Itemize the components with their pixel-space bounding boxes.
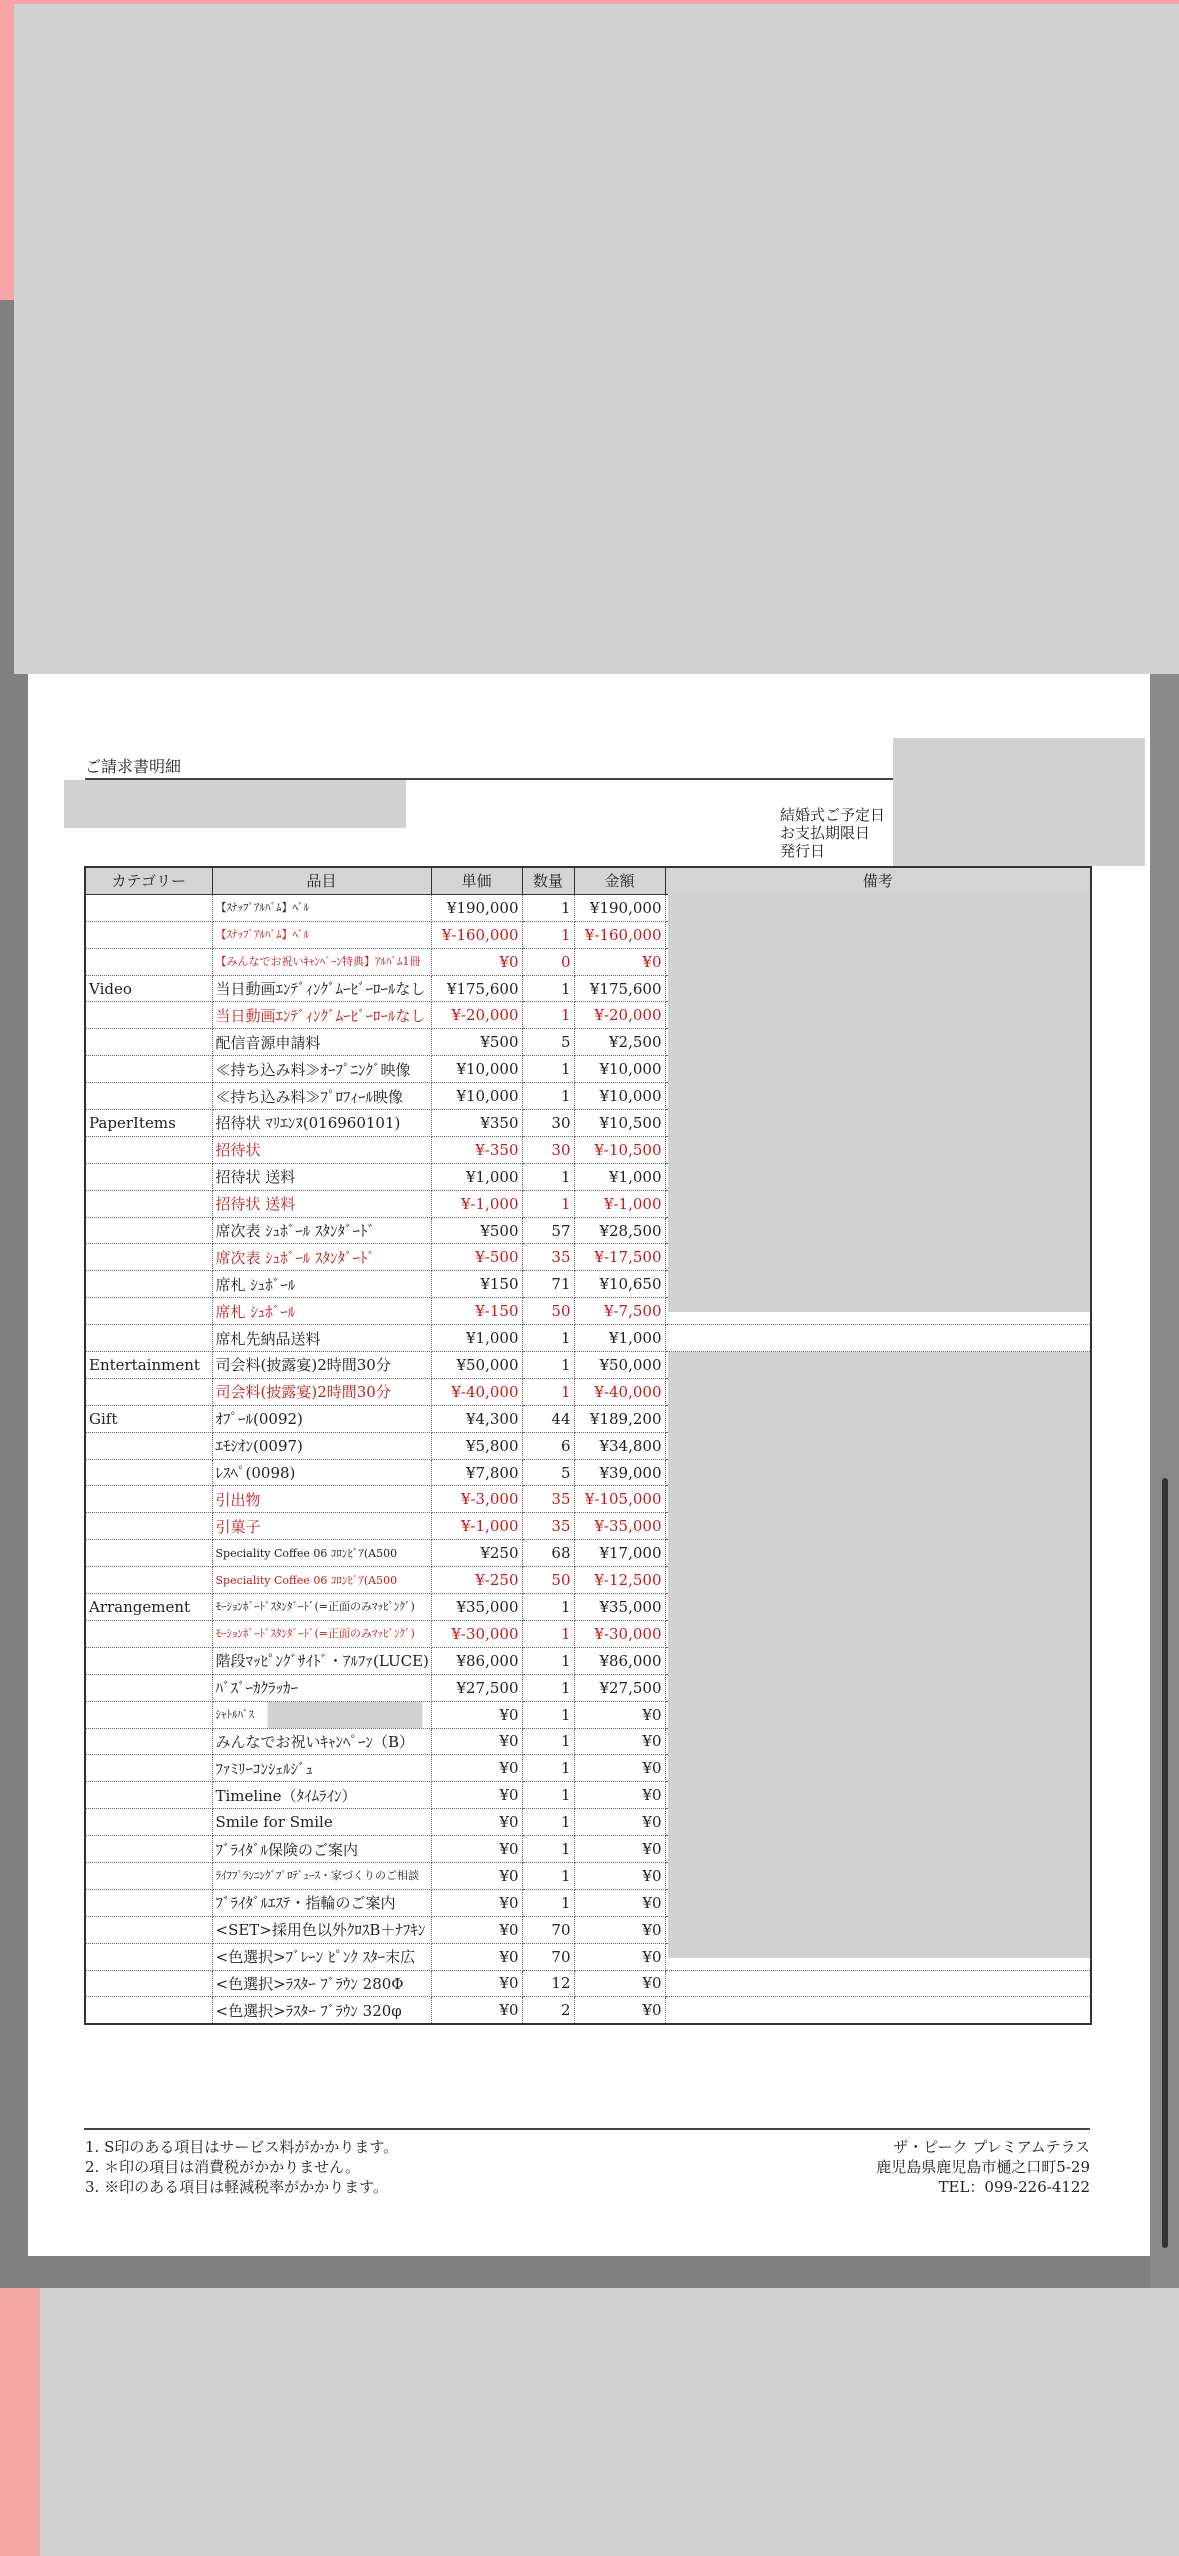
cell-quantity: 1: [522, 1755, 574, 1782]
cell-item: ﾌﾞﾗｲﾀﾞﾙ保険のご案内: [212, 1836, 431, 1863]
cell-category: [85, 1809, 212, 1836]
cell-item: 司会料(披露宴)2時間30分: [212, 1352, 431, 1379]
cell-unit-price: ¥-250: [431, 1567, 522, 1594]
cell-unit-price: ¥-160,000: [431, 921, 522, 948]
cell-category: [85, 1002, 212, 1029]
cell-unit-price: ¥-1,000: [431, 1513, 522, 1540]
cell-category: [85, 1244, 212, 1271]
cell-unit-price: ¥150: [431, 1271, 522, 1298]
cell-quantity: 1: [522, 1862, 574, 1889]
cell-unit-price: ¥-500: [431, 1244, 522, 1271]
cell-category: Arrangement: [85, 1594, 212, 1621]
cell-amount: ¥-1,000: [574, 1190, 665, 1217]
cell-quantity: 1: [522, 1782, 574, 1809]
company-name: ザ・ピーク プレミアムテラス: [893, 2138, 1090, 2156]
cell-unit-price: ¥0: [431, 1701, 522, 1728]
cell-unit-price: ¥-30,000: [431, 1620, 522, 1647]
cell-category: [85, 1943, 212, 1970]
cell-quantity: 44: [522, 1405, 574, 1432]
cell-category: [85, 921, 212, 948]
cell-category: [85, 1378, 212, 1405]
cell-amount: ¥0: [574, 948, 665, 975]
issue-date-label: 発行日: [780, 842, 826, 860]
cell-unit-price: ¥1,000: [431, 1325, 522, 1352]
cell-amount: ¥2,500: [574, 1029, 665, 1056]
cell-unit-price: ¥0: [431, 1916, 522, 1943]
cell-item: 当日動画ｴﾝﾃﾞｨﾝｸﾞﾑｰﾋﾞｰﾛｰﾙなし: [212, 1002, 431, 1029]
cell-item: ≪持ち込み料≫ﾌﾟﾛﾌｨｰﾙ映像: [212, 1083, 431, 1110]
cell-category: [85, 1997, 212, 2024]
cell-quantity: 35: [522, 1513, 574, 1540]
cell-quantity: 35: [522, 1244, 574, 1271]
cell-category: [85, 1889, 212, 1916]
note-3: 3. ※印のある項目は軽減税率がかかります。: [85, 2178, 388, 2196]
table-row: [85, 1970, 1091, 1997]
cell-item: 招待状 送料: [212, 1163, 431, 1190]
cell-quantity: 2: [522, 1997, 574, 2024]
cell-item: <SET>採用色以外ｸﾛｽB＋ﾅﾌｷﾝ: [212, 1916, 431, 1943]
cell-amount: ¥50,000: [574, 1352, 665, 1379]
cell-item: 席札 ｼｭﾎﾞｰﾙ: [212, 1298, 431, 1325]
cell-quantity: 1: [522, 1701, 574, 1728]
cell-item: ｴﾓｼｵﾝ(0097): [212, 1432, 431, 1459]
cell-item: 招待状 送料: [212, 1190, 431, 1217]
cell-category: [85, 1916, 212, 1943]
cell-item: 【ｽﾅｯﾌﾟｱﾙﾊﾞﾑ】ﾍﾞﾙ: [212, 894, 431, 921]
cell-category: [85, 1513, 212, 1540]
cell-category: [85, 1432, 212, 1459]
cell-item: 引菓子: [212, 1513, 431, 1540]
cell-amount: ¥10,650: [574, 1271, 665, 1298]
redacted-top-area: [14, 4, 1179, 674]
cell-unit-price: ¥-40,000: [431, 1378, 522, 1405]
cell-unit-price: ¥-1,000: [431, 1190, 522, 1217]
cell-item: みんなでお祝いｷｬﾝﾍﾟｰﾝ（B）: [212, 1728, 431, 1755]
cell-category: [85, 1567, 212, 1594]
cell-quantity: 1: [522, 1163, 574, 1190]
cell-amount: ¥0: [574, 1943, 665, 1970]
cell-item: Smile for Smile: [212, 1809, 431, 1836]
cell-category: [85, 1056, 212, 1083]
cell-unit-price: ¥0: [431, 1943, 522, 1970]
cell-quantity: 1: [522, 1056, 574, 1083]
company-tel: TEL：099-226-4122: [938, 2178, 1090, 2196]
cell-quantity: 1: [522, 975, 574, 1002]
cell-category: [85, 1325, 212, 1352]
cell-item: ﾌｧﾐﾘｰｺﾝｼｪﾙｼﾞｭ: [212, 1755, 431, 1782]
cell-amount: ¥0: [574, 1836, 665, 1863]
cell-amount: ¥39,000: [574, 1459, 665, 1486]
cell-item: <色選択>ﾗｽﾀｰ ﾌﾞﾗｳﾝ 320φ: [212, 1997, 431, 2024]
cell-item: ｼｬﾄﾙﾊﾞｽ: [212, 1701, 431, 1728]
cell-unit-price: ¥250: [431, 1540, 522, 1567]
cell-amount: ¥0: [574, 1809, 665, 1836]
redacted-dates: [893, 738, 1145, 866]
cell-unit-price: ¥1,000: [431, 1163, 522, 1190]
cell-category: [85, 1298, 212, 1325]
cell-quantity: 1: [522, 1190, 574, 1217]
cell-unit-price: ¥500: [431, 1029, 522, 1056]
cell-amount: ¥189,200: [574, 1405, 665, 1432]
redacted-bottom-area: [40, 2288, 1179, 2556]
cell-category: [85, 1271, 212, 1298]
cell-category: [85, 1782, 212, 1809]
cell-quantity: 12: [522, 1970, 574, 1997]
cell-quantity: 68: [522, 1540, 574, 1567]
cell-category: [85, 1486, 212, 1513]
cell-item: ﾗｲﾌﾌﾟﾗﾝﾆﾝｸﾞﾌﾟﾛﾃﾞｭｰｽ・家づくりのご相談: [212, 1862, 431, 1889]
cell-item: 【ｽﾅｯﾌﾟｱﾙﾊﾞﾑ】ﾍﾞﾙ: [212, 921, 431, 948]
col-category: カテゴリー: [85, 867, 212, 894]
cell-category: [85, 1540, 212, 1567]
cell-item: 【みんなでお祝いｷｬﾝﾍﾟｰﾝ特典】ｱﾙﾊﾞﾑ1冊: [212, 948, 431, 975]
cell-unit-price: ¥190,000: [431, 894, 522, 921]
cell-quantity: 1: [522, 1594, 574, 1621]
cell-item: 席札 ｼｭﾎﾞｰﾙ: [212, 1271, 431, 1298]
cell-item: <色選択>ﾌﾞﾚｰﾝ ﾋﾟﾝｸ ｽﾀｰ末広: [212, 1943, 431, 1970]
table-row: [85, 1325, 1091, 1352]
cell-item: 招待状 ﾏﾘｴﾝﾇ(016960101): [212, 1110, 431, 1137]
cell-unit-price: ¥0: [431, 1755, 522, 1782]
cell-unit-price: ¥0: [431, 1728, 522, 1755]
footer-rule: [84, 2128, 1090, 2130]
cell-unit-price: ¥50,000: [431, 1352, 522, 1379]
cell-amount: ¥86,000: [574, 1647, 665, 1674]
cell-remarks: [665, 1997, 1091, 2024]
cell-unit-price: ¥500: [431, 1217, 522, 1244]
cell-amount: ¥0: [574, 1728, 665, 1755]
cell-quantity: 5: [522, 1459, 574, 1486]
cell-quantity: 1: [522, 894, 574, 921]
cell-item: Speciality Coffee 06 ｺﾛﾝﾋﾞｱ(A500: [212, 1567, 431, 1594]
cell-unit-price: ¥4,300: [431, 1405, 522, 1432]
cell-category: [85, 1163, 212, 1190]
cell-item: 席次表 ｼｭﾎﾞｰﾙ ｽﾀﾝﾀﾞｰﾄﾞ: [212, 1244, 431, 1271]
redacted-remarks-2: [668, 1352, 1090, 1958]
cell-quantity: 1: [522, 1889, 574, 1916]
cell-quantity: 0: [522, 948, 574, 975]
cell-quantity: 1: [522, 1002, 574, 1029]
cell-item: ≪持ち込み料≫ｵｰﾌﾟﾆﾝｸﾞ映像: [212, 1056, 431, 1083]
cell-unit-price: ¥0: [431, 1997, 522, 2024]
cell-remarks: [665, 1970, 1091, 1997]
cell-amount: ¥34,800: [574, 1432, 665, 1459]
cell-amount: ¥-20,000: [574, 1002, 665, 1029]
cell-quantity: 57: [522, 1217, 574, 1244]
cell-category: [85, 894, 212, 921]
cell-category: [85, 1620, 212, 1647]
cell-category: Video: [85, 975, 212, 1002]
cell-unit-price: ¥350: [431, 1110, 522, 1137]
cell-item: 席次表 ｼｭﾎﾞｰﾙ ｽﾀﾝﾀﾞｰﾄﾞ: [212, 1217, 431, 1244]
cell-quantity: 1: [522, 1836, 574, 1863]
cell-amount: ¥-160,000: [574, 921, 665, 948]
cell-category: [85, 1674, 212, 1701]
cell-quantity: 1: [522, 1352, 574, 1379]
cell-category: [85, 1136, 212, 1163]
cell-unit-price: ¥0: [431, 1836, 522, 1863]
cell-amount: ¥0: [574, 1755, 665, 1782]
cell-category: Entertainment: [85, 1352, 212, 1379]
cell-quantity: 50: [522, 1567, 574, 1594]
cell-amount: ¥190,000: [574, 894, 665, 921]
cell-unit-price: ¥27,500: [431, 1674, 522, 1701]
cell-quantity: 70: [522, 1943, 574, 1970]
cell-amount: ¥-10,500: [574, 1136, 665, 1163]
cell-quantity: 50: [522, 1298, 574, 1325]
wedding-date-label: 結婚式ご予定日: [780, 806, 886, 824]
cell-amount: ¥-30,000: [574, 1620, 665, 1647]
cell-amount: ¥0: [574, 1889, 665, 1916]
cell-amount: ¥175,600: [574, 975, 665, 1002]
cell-quantity: 6: [522, 1432, 574, 1459]
cell-quantity: 35: [522, 1486, 574, 1513]
cell-unit-price: ¥10,000: [431, 1083, 522, 1110]
cell-category: [85, 1862, 212, 1889]
col-remarks: 備考: [665, 867, 1091, 894]
cell-amount: ¥27,500: [574, 1674, 665, 1701]
cell-quantity: 30: [522, 1110, 574, 1137]
cell-quantity: 1: [522, 921, 574, 948]
cell-category: PaperItems: [85, 1110, 212, 1137]
cell-item: ﾊﾞｽﾞｰｶｸﾗｯｶｰ: [212, 1674, 431, 1701]
cell-amount: ¥0: [574, 1916, 665, 1943]
cell-category: [85, 1647, 212, 1674]
cell-category: [85, 1029, 212, 1056]
cell-item: Timeline（ﾀｲﾑﾗｲﾝ）: [212, 1782, 431, 1809]
cell-unit-price: ¥7,800: [431, 1459, 522, 1486]
cell-item: 当日動画ｴﾝﾃﾞｨﾝｸﾞﾑｰﾋﾞｰﾛｰﾙなし: [212, 975, 431, 1002]
cell-item: ﾚｽﾍﾟ(0098): [212, 1459, 431, 1486]
cell-remarks: [665, 1325, 1091, 1352]
cell-item: 招待状: [212, 1136, 431, 1163]
cell-item: ﾓｰｼｮﾝﾎﾞｰﾄﾞｽﾀﾝﾀﾞｰﾄﾞ(=正面のみﾏｯﾋﾟﾝｸﾞ): [212, 1594, 431, 1621]
cell-amount: ¥1,000: [574, 1163, 665, 1190]
cell-category: [85, 1755, 212, 1782]
cell-unit-price: ¥0: [431, 1809, 522, 1836]
cell-item: 配信音源申請料: [212, 1029, 431, 1056]
cell-unit-price: ¥0: [431, 1889, 522, 1916]
cell-category: [85, 1836, 212, 1863]
cell-amount: ¥35,000: [574, 1594, 665, 1621]
cell-quantity: 1: [522, 1728, 574, 1755]
redacted-remarks-1: [668, 890, 1090, 1312]
cell-unit-price: ¥10,000: [431, 1056, 522, 1083]
cell-quantity: 5: [522, 1029, 574, 1056]
cell-item: 引出物: [212, 1486, 431, 1513]
note-2: 2. ＊印の項目は消費税がかかりません。: [85, 2158, 360, 2176]
col-quantity: 数量: [522, 867, 574, 894]
cell-item: Speciality Coffee 06 ｺﾛﾝﾋﾞｱ(A500: [212, 1540, 431, 1567]
cell-category: [85, 1459, 212, 1486]
table-row: [85, 1997, 1091, 2024]
cell-item: <色選択>ﾗｽﾀｰ ﾌﾞﾗｳﾝ 280Φ: [212, 1970, 431, 1997]
cell-category: [85, 1701, 212, 1728]
cell-item: ｵﾌﾟｰﾙ(0092): [212, 1405, 431, 1432]
cell-amount: ¥28,500: [574, 1217, 665, 1244]
cell-unit-price: ¥0: [431, 1970, 522, 1997]
cell-amount: ¥0: [574, 1862, 665, 1889]
cell-amount: ¥0: [574, 1782, 665, 1809]
cell-amount: ¥-105,000: [574, 1486, 665, 1513]
cell-amount: ¥-40,000: [574, 1378, 665, 1405]
cell-unit-price: ¥86,000: [431, 1647, 522, 1674]
company-address: 鹿児島県鹿児島市樋之口町5-29: [876, 2158, 1090, 2176]
cell-amount: ¥0: [574, 1997, 665, 2024]
cell-quantity: 1: [522, 1083, 574, 1110]
scroll-indicator[interactable]: [1162, 1478, 1168, 2248]
cell-amount: ¥-7,500: [574, 1298, 665, 1325]
cell-quantity: 1: [522, 1809, 574, 1836]
cell-item: 司会料(披露宴)2時間30分: [212, 1378, 431, 1405]
cell-unit-price: ¥35,000: [431, 1594, 522, 1621]
cell-unit-price: ¥-150: [431, 1298, 522, 1325]
document-title: ご請求書明細: [85, 757, 182, 776]
cell-category: [85, 1190, 212, 1217]
cell-unit-price: ¥-3,000: [431, 1486, 522, 1513]
bottom-border: [0, 2288, 40, 2556]
col-unit-price: 単価: [431, 867, 522, 894]
cell-item: ﾌﾞﾗｲﾀﾞﾙｴｽﾃ・指輪のご案内: [212, 1889, 431, 1916]
cell-amount: ¥-12,500: [574, 1567, 665, 1594]
cell-item: ﾓｰｼｮﾝﾎﾞｰﾄﾞｽﾀﾝﾀﾞｰﾄﾞ(=正面のみﾏｯﾋﾟﾝｸﾞ): [212, 1620, 431, 1647]
cell-amount: ¥10,000: [574, 1083, 665, 1110]
cell-unit-price: ¥5,800: [431, 1432, 522, 1459]
cell-amount: ¥10,500: [574, 1110, 665, 1137]
cell-amount: ¥0: [574, 1701, 665, 1728]
cell-amount: ¥-17,500: [574, 1244, 665, 1271]
redacted-customer-name: [64, 780, 406, 828]
cell-amount: ¥-35,000: [574, 1513, 665, 1540]
cell-unit-price: ¥-350: [431, 1136, 522, 1163]
cell-unit-price: ¥0: [431, 1862, 522, 1889]
cell-category: Gift: [85, 1405, 212, 1432]
cell-category: [85, 1728, 212, 1755]
cell-quantity: 30: [522, 1136, 574, 1163]
cell-quantity: 1: [522, 1325, 574, 1352]
cell-quantity: 1: [522, 1378, 574, 1405]
payment-due-label: お支払期限日: [780, 824, 871, 842]
cell-quantity: 1: [522, 1620, 574, 1647]
cell-amount: ¥17,000: [574, 1540, 665, 1567]
cell-amount: ¥1,000: [574, 1325, 665, 1352]
cell-category: [85, 1970, 212, 1997]
cell-category: [85, 948, 212, 975]
cell-unit-price: ¥175,600: [431, 975, 522, 1002]
cell-quantity: 1: [522, 1647, 574, 1674]
cell-quantity: 1: [522, 1674, 574, 1701]
cell-category: [85, 1217, 212, 1244]
cell-quantity: 70: [522, 1916, 574, 1943]
cell-unit-price: ¥0: [431, 1782, 522, 1809]
cell-amount: ¥0: [574, 1970, 665, 1997]
cell-amount: ¥10,000: [574, 1056, 665, 1083]
note-1: 1. S印のある項目はサービス料がかかります。: [85, 2138, 399, 2156]
cell-category: [85, 1083, 212, 1110]
cell-unit-price: ¥-20,000: [431, 1002, 522, 1029]
col-amount: 金額: [574, 867, 665, 894]
cell-quantity: 71: [522, 1271, 574, 1298]
col-item: 品目: [212, 867, 431, 894]
cell-unit-price: ¥0: [431, 948, 522, 975]
cell-item: 席札先納品送料: [212, 1325, 431, 1352]
cell-item: 階段ﾏｯﾋﾟﾝｸﾞｻｲﾄﾞ・ｱﾙﾌｧ(LUCE): [212, 1647, 431, 1674]
